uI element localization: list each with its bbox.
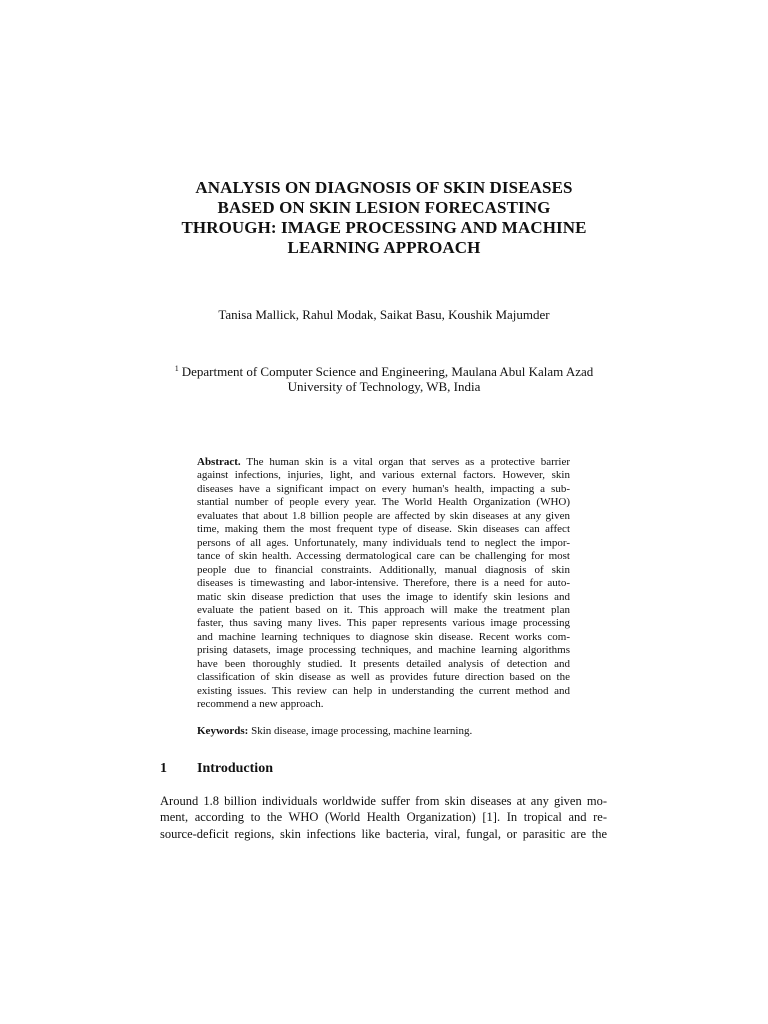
section-heading-introduction xyxy=(160,760,273,778)
abstract-line: stantial number of people every year. The World Health Organization (WHO) xyxy=(197,496,570,509)
abstract-line: diseases is timewasting and labor-intensive. Therefore, there is a need for auto- xyxy=(197,577,570,590)
abstract-label: Abstract. xyxy=(197,456,241,468)
abstract-line: persons of all ages. Unfortunately, many individuals tend to neglect the impor- xyxy=(197,536,570,549)
title-line: THROUGH: IMAGE PROCESSING AND MACHINE xyxy=(181,218,587,237)
abstract-line: faster, thus saving many lives. This paper represents various image processing xyxy=(197,617,570,630)
body-line: ment, according to the WHO (World Health Organization) [1]. In tropical and re- xyxy=(160,810,607,825)
author-list: Tanisa Mallick, Rahul Modak, Saikat Basu, Koushik Majumder xyxy=(218,307,550,322)
keywords-text: Skin disease, image processing, machine learning. xyxy=(251,725,473,737)
body-line: source-deficit regions, skin infections like bacteria, viral, fungal, or parasitic are the xyxy=(160,826,607,841)
introduction-paragraph xyxy=(160,793,607,842)
abstract-line: and machine learning techniques to diagnose skin disease. Recent works com- xyxy=(197,630,570,643)
abstract-line: have been thoroughly studied. It presents detailed analysis of detection and xyxy=(197,657,570,670)
section-title: Introduction xyxy=(197,761,273,776)
affiliation-line xyxy=(150,361,618,379)
affiliation-line: University of Technology, WB, India xyxy=(287,379,481,394)
title-line: LEARNING APPROACH xyxy=(287,238,481,257)
abstract-line: time, making them the most frequent type of disease. Skin diseases can affect xyxy=(197,523,570,536)
body-line: Around 1.8 billion individuals worldwide suffer from skin diseases at any given mo- xyxy=(160,794,607,808)
keywords xyxy=(197,724,570,738)
abstract-line: people due to financial constraints. Additionally, manual diagnosis of skin xyxy=(197,563,570,576)
title-line: ANALYSIS ON DIAGNOSIS OF SKIN DISEASES xyxy=(195,178,573,197)
abstract xyxy=(197,456,570,712)
abstract-line: matic skin disease prediction that uses the image to identify skin lesions and xyxy=(197,590,570,603)
abstract-line xyxy=(197,456,570,469)
title-line: BASED ON SKIN LESION FORECASTING xyxy=(217,198,551,217)
abstract-line: classification of skin disease as well as provides future direction based on the xyxy=(197,671,570,684)
section-number: 1 xyxy=(160,761,167,776)
abstract-line: evaluate the patient based on it. This approach will make the treatment plan xyxy=(197,603,570,616)
abstract-line: evaluates that about 1.8 billion people are affected by skin diseases at any given xyxy=(197,509,570,522)
abstract-line: existing issues. This review can help in understanding the current method and xyxy=(197,684,570,697)
affiliation xyxy=(150,361,618,394)
abstract-line: diseases have a significant impact on every human's health, impacting a sub- xyxy=(197,482,570,495)
abstract-text: The human skin is a vital organ that serves as a protective barrier xyxy=(246,456,570,468)
abstract-line: tance of skin health. Accessing dermatological care can be challenging for most xyxy=(197,550,570,563)
keywords-label: Keywords: xyxy=(197,725,249,737)
abstract-line: recommend a new approach. xyxy=(197,698,324,711)
affiliation-text: Department of Computer Science and Engineering, Maulana Abul Kalam Azad xyxy=(181,364,594,379)
abstract-line: against infections, injuries, light, and various external factors. However, skin xyxy=(197,469,570,482)
affiliation-marker: 1 xyxy=(174,364,179,373)
abstract-line: prising datasets, image processing techniques, and machine learning algorithms xyxy=(197,644,570,657)
paper-title xyxy=(160,178,608,258)
